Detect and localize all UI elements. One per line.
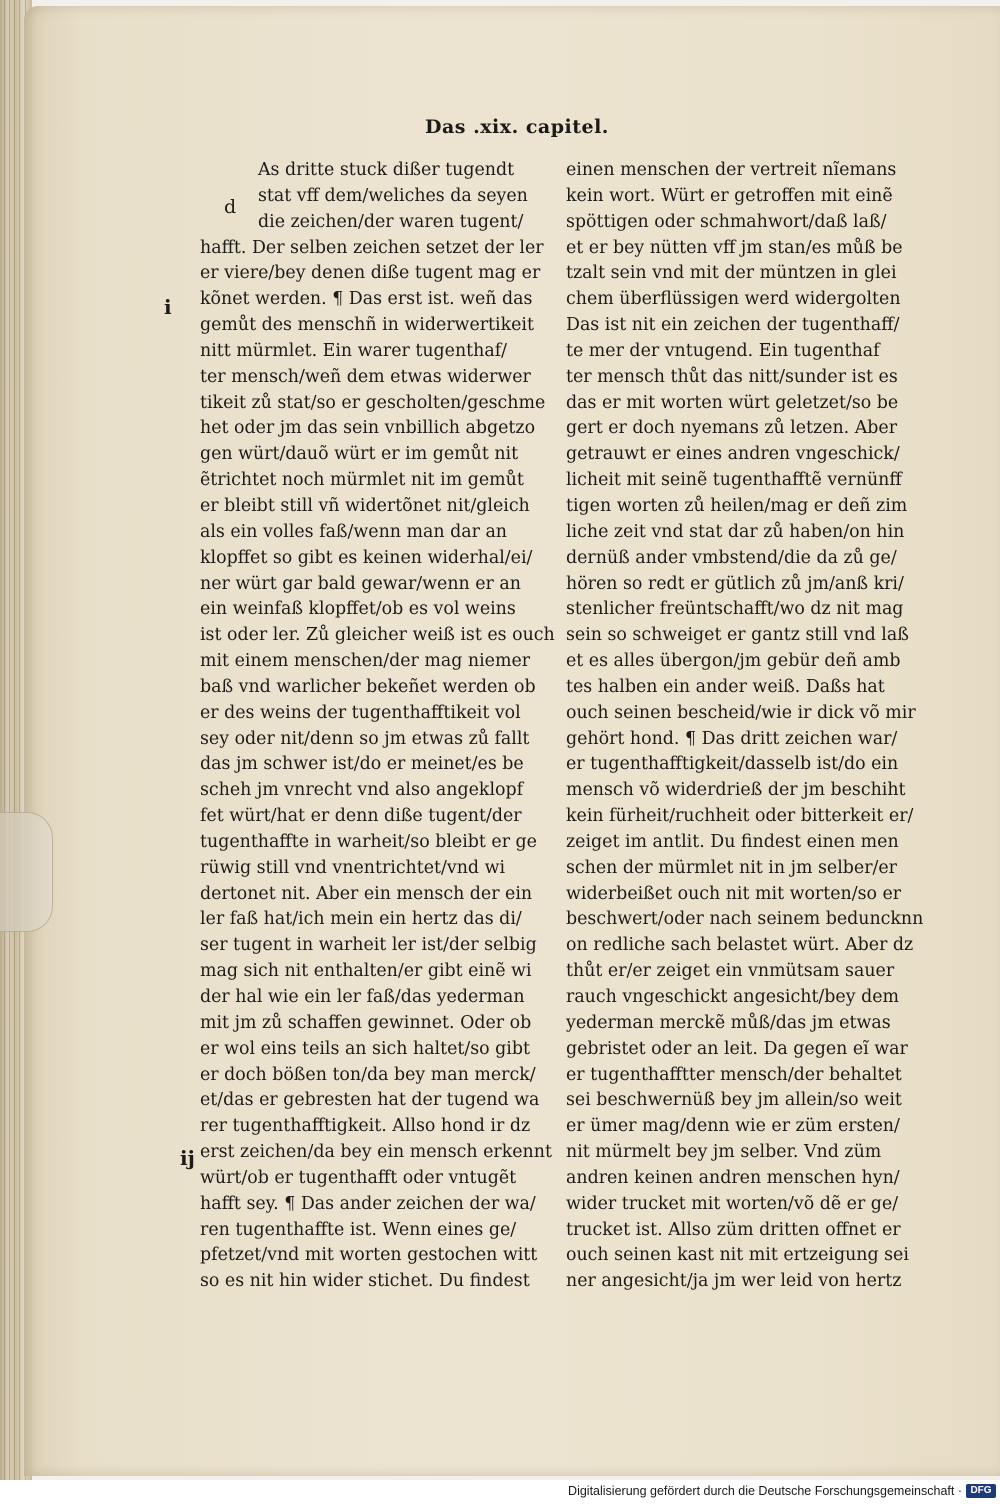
text-line: tigen worten zů heilen/mag er deñ zim xyxy=(566,495,908,516)
text-line: schen der mürmlet nit in jm selber/er xyxy=(566,857,897,878)
text-line: mit einem menschen/der mag niemer xyxy=(200,651,531,672)
text-line: ner angesicht/ja jm wer leid von hertz xyxy=(566,1271,902,1292)
text-line: die zeichen/der waren tugent/ xyxy=(258,211,524,232)
text-line: er des weins der tugenthafftikeit vol xyxy=(200,702,521,723)
text-line: der hal wie ein ler faß/das yederman xyxy=(200,987,525,1007)
text-line: on redliche sach belastet würt. Aber dz xyxy=(566,935,914,956)
text-line: hafft sey. ¶ Das ander zeichen der wa/ xyxy=(200,1193,536,1214)
text-line: scheh jm vnrecht vnd also angeklopf xyxy=(200,780,524,801)
text-line: sein so schweiget er gantz still vnd laß xyxy=(566,625,909,646)
margin-mark-ij: ij xyxy=(180,1146,195,1170)
text-line: widerbeißet ouch nit mit worten/so er xyxy=(566,883,902,904)
text-line: er tugenthafftigkeit/dasselb ist/do ein xyxy=(566,754,899,775)
text-line: er viere/bey denen diße tugent mag er xyxy=(200,263,541,284)
text-line: stenlicher freüntschafft/wo dz nit mag xyxy=(566,599,904,620)
text-line: thůt er/er zeiget ein vnmütsam sauer xyxy=(566,961,895,982)
text-line: nit mürmelt bey jm selber. Vnd züm xyxy=(566,1142,882,1163)
text-line: et/das er gebresten hat der tugend wa xyxy=(200,1090,540,1111)
text-line: spöttigen oder schmahwort/daß laß/ xyxy=(566,211,887,232)
text-line: ler faß hat/ich mein ein hertz das di/ xyxy=(200,909,522,930)
text-line: dertonet nit. Aber ein mensch der ein xyxy=(200,883,533,904)
dfg-logo: DFG xyxy=(966,1484,996,1498)
text-line: würt/ob er tugenthafft oder vntugẽt xyxy=(200,1167,517,1188)
text-line: erst zeichen/da bey ein mensch erkennt xyxy=(200,1142,552,1163)
text-line: mensch võ widerdrieß der jm beschiht xyxy=(566,780,906,801)
text-line: kein wort. Würt er getroffen mit einẽ xyxy=(566,185,893,206)
text-line: beschwert/oder nach seinem beduncknn xyxy=(566,909,924,930)
text-line: mit jm zů schaffen gewinnet. Oder ob xyxy=(200,1012,532,1033)
text-line: als ein volles faß/wenn man dar an xyxy=(200,521,508,542)
text-line: rüwig still vnd vnentrichtet/vnd wi xyxy=(200,857,506,878)
text-line: het oder jm das sein vnbillich abgetzo xyxy=(200,418,536,439)
text-line: gemůt des menschñ in widerwertikeit xyxy=(200,315,534,336)
text-line: gen würt/dauõ würt er im gemůt nit xyxy=(200,444,519,465)
text-line: sei beschwernüß bey jm allein/so weit xyxy=(566,1090,902,1111)
text-line: et er bey nütten vff jm stan/es můß be xyxy=(566,237,903,258)
text-line: et es alles übergon/jm gebür deñ amb xyxy=(566,651,901,672)
left-text-column xyxy=(200,158,555,1295)
text-line: das er mit worten würt geletzet/so be xyxy=(566,392,899,413)
text-line: rer tugenthafftigkeit. Allso hond ir dz xyxy=(200,1116,531,1137)
text-line: licheit mit seinẽ tugenthafftẽ vernünff xyxy=(566,470,902,491)
text-line: ren tugenthaffte ist. Wenn eines ge/ xyxy=(200,1219,517,1240)
clip-tab xyxy=(0,812,53,932)
text-line: te mer der vntugend. Ein tugenthaf xyxy=(566,340,880,361)
text-line: ouch seinen bescheid/wie ir dick võ mir xyxy=(566,702,916,723)
text-line: ouch seinen kast nit mit ertzeigung sei xyxy=(566,1245,909,1266)
text-line: zeiget im antlit. Du findest einen men xyxy=(566,831,899,852)
text-line: das jm schwer ist/do er meinet/es be xyxy=(200,754,524,775)
text-line: ist oder ler. Zů gleicher weiß ist es ouch xyxy=(200,625,555,646)
text-line: baß vnd warlicher bekeñet werden ob xyxy=(200,676,536,697)
text-line: nitt mürmlet. Ein warer tugenthaf/ xyxy=(200,340,508,361)
text-line: einen menschen der vertreit nĩemans xyxy=(566,160,897,180)
text-line: Das ist nit ein zeichen der tugenthaff/ xyxy=(566,315,900,336)
text-line: er bleibt still vñ widertõnet nit/gleich xyxy=(200,495,530,516)
text-line: ter mensch thůt das nitt/sunder ist es xyxy=(566,366,898,387)
text-line: klopffet so gibt es keinen widerhal/ei/ xyxy=(200,547,533,568)
text-line: rauch vngeschickt angesicht/bey dem xyxy=(566,987,899,1007)
text-line: ein weinfaß klopffet/ob es vol weins xyxy=(200,599,516,620)
text-line: getrauwt er eines andren vngeschick/ xyxy=(566,444,900,465)
text-line: er ümer mag/denn wie er züm ersten/ xyxy=(566,1116,900,1137)
text-line: As dritte stuck dißer tugendt xyxy=(258,160,515,180)
text-line: tikeit zů stat/so er gescholten/geschme xyxy=(200,392,546,413)
text-line: er wol eins teils an sich haltet/so gibt xyxy=(200,1038,530,1059)
text-line: so es nit hin wider stichet. Du findest xyxy=(200,1271,530,1292)
text-line: trucket ist. Allso züm dritten offnet er xyxy=(566,1219,901,1240)
text-line: ter mensch/weñ dem etwas widerwer xyxy=(200,366,531,387)
text-line: ner würt gar bald gewar/wenn er an xyxy=(200,573,521,594)
text-line: hafft. Der selben zeichen setzet der ler xyxy=(200,237,544,258)
text-line: yederman merckẽ můß/das jm etwas xyxy=(566,1012,891,1033)
text-line: hören so redt er gütlich zů jm/anß kri/ xyxy=(566,573,904,594)
text-line: dernüß ander vmbstend/die da zů ge/ xyxy=(566,547,897,568)
text-line: fet würt/hat er denn diße tugent/der xyxy=(200,806,522,827)
text-line: er tugenthafftter mensch/der behaltet xyxy=(566,1064,902,1085)
footer-credit: Digitalisierung gefördert durch die Deutsche Forschungsgemeinschaft · xyxy=(568,1484,962,1498)
page-header: Das .xix. capitel. xyxy=(425,116,609,138)
text-line: mag sich nit enthalten/er gibt einẽ wi xyxy=(200,961,532,982)
text-line: tes halben ein ander weiß. Daßs hat xyxy=(566,676,885,697)
text-line: liche zeit vnd stat dar zů haben/on hin xyxy=(566,521,905,542)
text-line: er doch bößen ton/da bey man merck/ xyxy=(200,1064,536,1085)
text-line: wider trucket mit worten/võ dẽ er ge/ xyxy=(566,1193,899,1214)
text-line: kõnet werden. ¶ Das erst ist. weñ das xyxy=(200,289,533,310)
text-line: kein fürheit/ruchheit oder bitterkeit er/ xyxy=(566,806,914,827)
initial-letter: d xyxy=(224,196,237,218)
text-line: gert er doch nyemans zů letzen. Aber xyxy=(566,418,898,439)
text-line: gebristet oder an leit. Da gegen eĩ war xyxy=(566,1038,908,1059)
text-line: andren keinen andren menschen hyn/ xyxy=(566,1167,900,1188)
text-line: ser tugent in warheit ler ist/der selbig xyxy=(200,935,537,956)
right-text-column xyxy=(566,158,923,1295)
text-line: tzalt sein vnd mit der müntzen in glei xyxy=(566,263,897,284)
text-line: chem überflüssigen werd widergolten xyxy=(566,289,901,310)
text-line: gehört hond. ¶ Das dritt zeichen war/ xyxy=(566,728,898,749)
text-line: sey oder nit/denn so jm etwas zů fallt xyxy=(200,728,530,749)
margin-mark-i: i xyxy=(164,295,172,319)
text-line: stat vff dem/weliches da seyen xyxy=(258,185,528,206)
text-line: pfetzet/vnd mit worten gestochen witt xyxy=(200,1245,538,1266)
text-line: tugenthaffte in warheit/so bleibt er ge xyxy=(200,831,537,852)
text-line: ẽtrichtet noch mürmlet nit im gemůt xyxy=(200,470,524,491)
